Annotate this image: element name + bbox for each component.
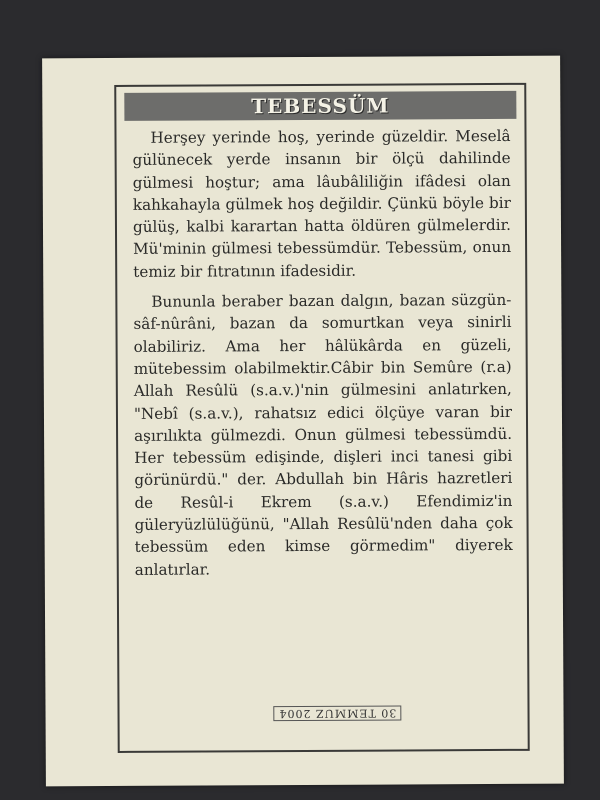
paragraph-2: Bununla beraber bazan dalgın, bazan süzgün-sâf-nûrâni, bazan da somurtkan veya sinirli olabiliriz. Ama her hâlükârda en güzeli, mütebessim olabilmektir.Câbir bin Semûre (r.a) Allah Resûlü (s.a.v.)'nin gülmesini anlatırken, "Nebî (s.a.v.), rahatsız edici ölçüye varan bir aşırılıkta gülmezdi. Onun gülmesi tebessümdü. Her tebessüm edişinde, dişleri inci tanesi gibi görünürdü." der. Abdullah bin Hâris hazretleri de Resûl-i Ekrem (s.a.v.) Efendimiz'in güleryüzlülüğünü, "Allah Resûlü'nden daha çok tebessüm eden kimse görmedim" diyerek anlatırlar. xyxy=(133,290,513,579)
newspaper-clipping xyxy=(42,56,564,787)
article-title: TEBESSÜM xyxy=(251,93,390,119)
paragraph-1: Herşey yerinde hoş, yerinde güzeldir. Meselâ gülünecek yerde insanın bir ölçü dahilinde gülmesi hoştur; ama lâubâliliğin ifâdesi olan kahkahayla gülmek hoş değildir. Çünkü böyle bir gülüş, kalbi karartan hatta öldüren gülmelerdir. Mü'minin gülmesi tebessümdür. Tebessüm, onun temiz bir fıtratının ifadesidir. xyxy=(132,126,512,281)
date-stamp: 30 TEMMUZ 2004 xyxy=(273,705,401,721)
article-frame xyxy=(114,83,529,753)
article-body xyxy=(132,125,512,589)
title-bar xyxy=(124,91,516,121)
